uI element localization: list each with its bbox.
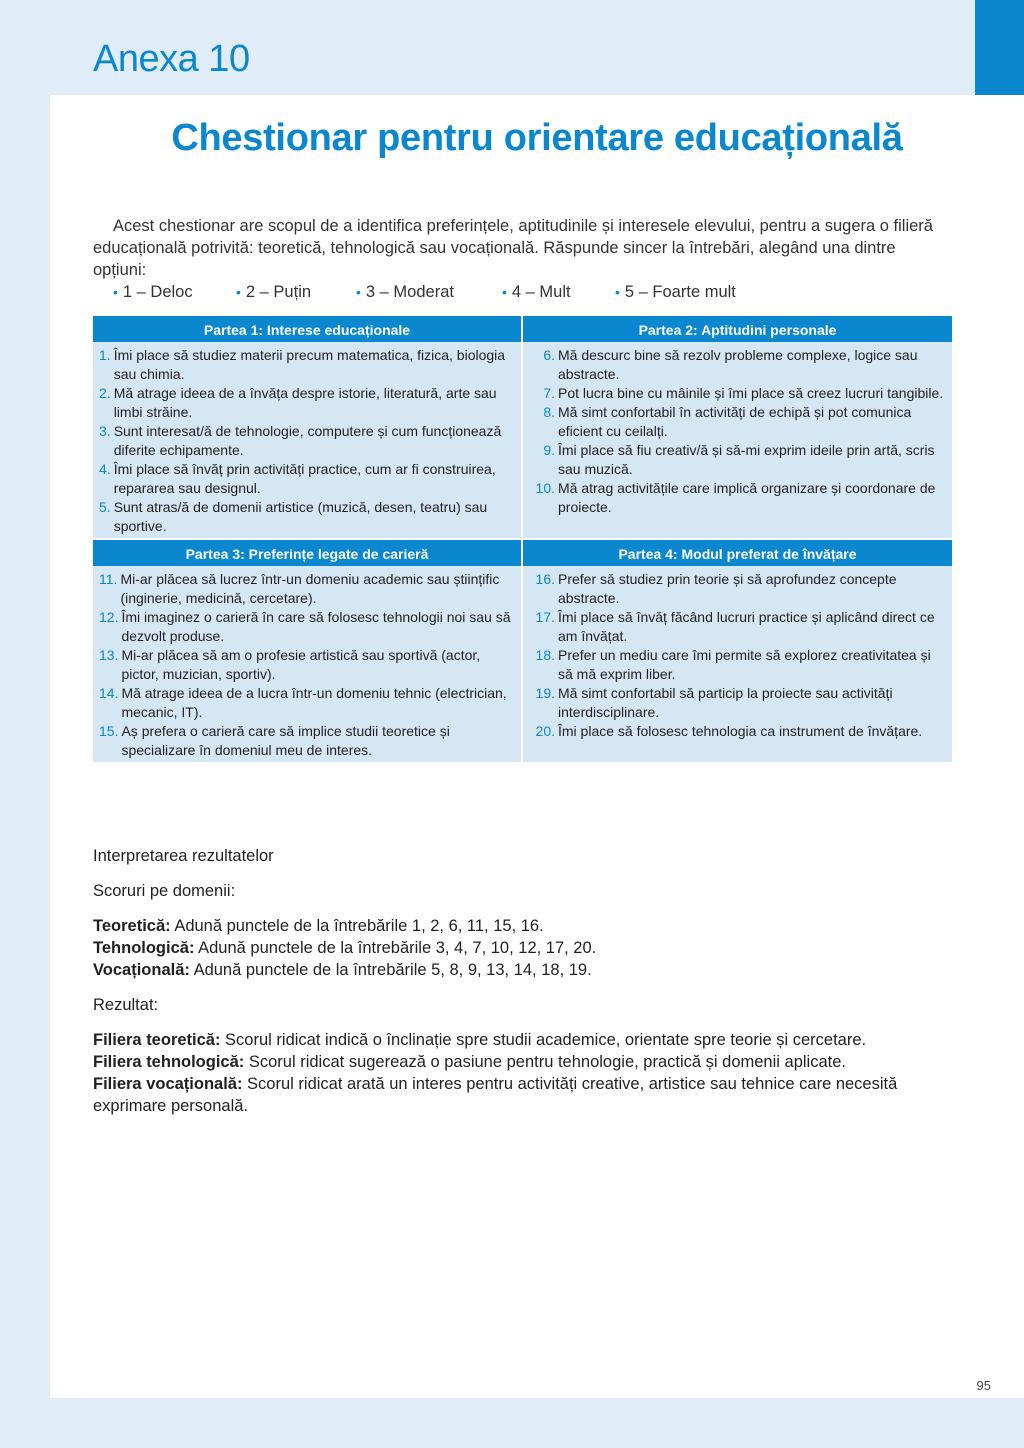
result-heading: Rezultat: [93, 996, 159, 1014]
page-title: Chestionar pentru orientare educațională [171, 117, 903, 159]
question-text: Mă descurc bine să rezolv probleme complexe, logice sau abstracte. [558, 347, 918, 382]
question-item [99, 646, 513, 684]
question-number: 12. [99, 609, 119, 625]
scale-label: 1 – Deloc [122, 283, 193, 301]
bullet-icon: • [236, 284, 241, 300]
question-item [99, 570, 513, 608]
question-text: Îmi place să fiu creativ/ă și să-mi exprim ideile prin artă, scris sau muzică. [558, 442, 935, 477]
question-item [529, 346, 944, 384]
section-part-4 [523, 538, 952, 762]
scale-label: 5 – Foarte mult [624, 283, 736, 301]
bullet-icon: • [615, 284, 620, 300]
section-header: Partea 3: Preferințe legate de carieră [93, 540, 521, 566]
score-text: Adună punctele de la întrebările 1, 2, 6, 11, 15, 16. [170, 917, 544, 935]
question-list [523, 342, 952, 538]
question-number: 13. [99, 647, 119, 663]
interpretation-heading: Interpretarea rezultatelor [93, 847, 274, 865]
question-item [99, 346, 513, 384]
section-part-2 [523, 316, 952, 538]
question-text: Îmi place să învăț făcând lucruri practice și aplicând direct ce am învățat. [558, 609, 935, 644]
question-text: Îmi place să învăț prin activități practice, cum ar fi construirea, repararea sau designul. [113, 461, 496, 496]
question-number: 4. [99, 461, 111, 477]
section-header: Partea 2: Aptitudini personale [523, 316, 952, 342]
question-text: Prefer să studiez prin teorie și să aprofundez concepte abstracte. [558, 571, 897, 606]
section-part-1 [93, 316, 521, 538]
question-item [529, 646, 944, 684]
section-part-3 [93, 538, 521, 762]
result-label: Filiera vocațională: [93, 1075, 243, 1093]
intro-paragraph: Acest chestionar are scopul de a identifica preferințele, aptitudinile și interesele elevului, pentru a sugera o filieră educațională potrivită: teoretică, tehnologică sau vocațională. Răspunde sincer la întrebări, alegând una dintre opțiuni: [93, 217, 933, 279]
result-line [93, 1073, 973, 1117]
scores-heading: Scoruri pe domenii: [93, 882, 236, 900]
question-number: 16. [535, 571, 555, 587]
question-number: 19. [535, 685, 555, 701]
question-number: 10. [535, 480, 555, 496]
question-list [93, 566, 521, 762]
corner-tab-decoration [975, 0, 1024, 95]
bullet-icon: • [113, 284, 118, 300]
result-line [93, 1051, 973, 1073]
bullet-icon: • [356, 284, 361, 300]
results-list [93, 1029, 973, 1117]
question-list [93, 342, 521, 538]
question-text: Mă simt confortabil în activități de echipă și pot comunica eficient cu ceilalți. [558, 404, 912, 439]
question-item [529, 479, 944, 517]
result-text: Scorul ridicat indică o înclinație spre studii academice, orientate spre teorie și cercetare. [220, 1031, 867, 1049]
question-text: Mi-ar plăcea să lucrez într-un domeniu academic sau științific (inginerie, medicină, cercetare). [120, 571, 500, 606]
question-number: 6. [543, 347, 555, 363]
question-number: 2. [99, 385, 111, 401]
scale-label: 2 – Puțin [245, 283, 312, 301]
question-item [99, 498, 513, 536]
question-item [529, 403, 944, 441]
result-line [93, 1029, 973, 1051]
question-text: Îmi place să folosesc tehnologia ca instrument de învățare. [558, 723, 923, 739]
question-number: 9. [543, 442, 555, 458]
result-label: Filiera teoretică: [93, 1031, 221, 1049]
question-item [529, 608, 944, 646]
content-panel [50, 95, 1024, 1398]
question-item [529, 570, 944, 608]
question-item [99, 460, 513, 498]
scale-label: 4 – Mult [511, 283, 571, 301]
scale-option [236, 281, 356, 303]
question-number: 1. [99, 347, 111, 363]
score-label: Vocațională: [93, 961, 190, 979]
question-number: 8. [543, 404, 555, 420]
question-number: 3. [99, 423, 111, 439]
question-item [529, 384, 944, 403]
score-text: Adună punctele de la întrebările 5, 8, 9, 13, 14, 18, 19. [189, 961, 592, 979]
question-text: Mi-ar plăcea să am o profesie artistică sau sportivă (actor, pictor, muzician, sportiv). [121, 647, 481, 682]
scale-option [615, 281, 736, 303]
question-text: Îmi imaginez o carieră în care să folosesc tehnologii noi sau să dezvolt produse. [121, 609, 511, 644]
question-text: Prefer un mediu care îmi permite să explorez creativitatea și să mă exprim liber. [558, 647, 931, 682]
score-label: Teoretică: [93, 917, 171, 935]
result-text: Scorul ridicat arată un interes pentru activități creative, artistice sau tehnice care necesită exprimare personală. [93, 1075, 898, 1115]
question-text: Sunt interesat/ă de tehnologie, computere și cum funcționează diferite echipamente. [113, 423, 502, 458]
question-number: 18. [535, 647, 555, 663]
scale-option [356, 281, 502, 303]
question-item [529, 441, 944, 479]
interpretation-section [93, 845, 973, 1130]
section-header: Partea 4: Modul preferat de învățare [523, 540, 952, 566]
question-text: Mă atrage ideea de a învăța despre istorie, literatură, arte sau limbi străine. [113, 385, 497, 420]
intro-section [93, 215, 953, 303]
section-header: Partea 1: Interese educaționale [93, 316, 521, 342]
result-label: Filiera tehnologică: [93, 1053, 245, 1071]
question-text: Sunt atras/ă de domenii artistice (muzică, desen, teatru) sau sportive. [113, 499, 488, 534]
score-line [93, 959, 973, 981]
question-text: Mă atrag activitățile care implică organizare și coordonare de proiecte. [558, 480, 936, 515]
question-item [99, 384, 513, 422]
question-number: 20. [535, 723, 555, 739]
score-text: Adună punctele de la întrebările 3, 4, 7, 10, 12, 17, 20. [194, 939, 597, 957]
question-item [529, 684, 944, 722]
questionnaire-table [93, 316, 952, 762]
annex-title: Anexa 10 [93, 38, 250, 80]
result-text: Scorul ridicat sugerează o pasiune pentru tehnologie, practică și domenii aplicate. [244, 1053, 846, 1071]
score-line [93, 915, 973, 937]
question-text: Pot lucra bine cu mâinile și îmi place să creez lucruri tangibile. [558, 385, 944, 401]
question-text: Mă atrage ideea de a lucra într-un domeniu tehnic (electrician, mecanic, IT). [121, 685, 507, 720]
scale-option [502, 281, 615, 303]
answer-scale [93, 281, 953, 303]
question-number: 11. [99, 571, 118, 587]
question-item [99, 608, 513, 646]
question-item [99, 422, 513, 460]
question-text: Îmi place să studiez materii precum matematica, fizica, biologia sau chimia. [113, 347, 506, 382]
question-number: 7. [543, 385, 555, 401]
bullet-icon: • [502, 284, 507, 300]
scale-option [113, 281, 236, 303]
question-number: 17. [535, 609, 555, 625]
scale-label: 3 – Moderat [365, 283, 454, 301]
score-line [93, 937, 973, 959]
question-text: Aș prefera o carieră care să implice studii teoretice și specializare în domeniul meu de interes. [121, 723, 450, 758]
question-item [529, 722, 944, 741]
score-label: Tehnologică: [93, 939, 195, 957]
question-number: 15. [99, 723, 119, 739]
question-number: 5. [99, 499, 111, 515]
question-item [99, 684, 513, 722]
question-number: 14. [99, 685, 119, 701]
question-list [523, 566, 952, 762]
question-item [99, 722, 513, 760]
page-number: 95 [976, 1378, 991, 1393]
scores-list [93, 915, 973, 981]
question-text: Mă simt confortabil să particip la proiecte sau activități interdisciplinare. [558, 685, 893, 720]
